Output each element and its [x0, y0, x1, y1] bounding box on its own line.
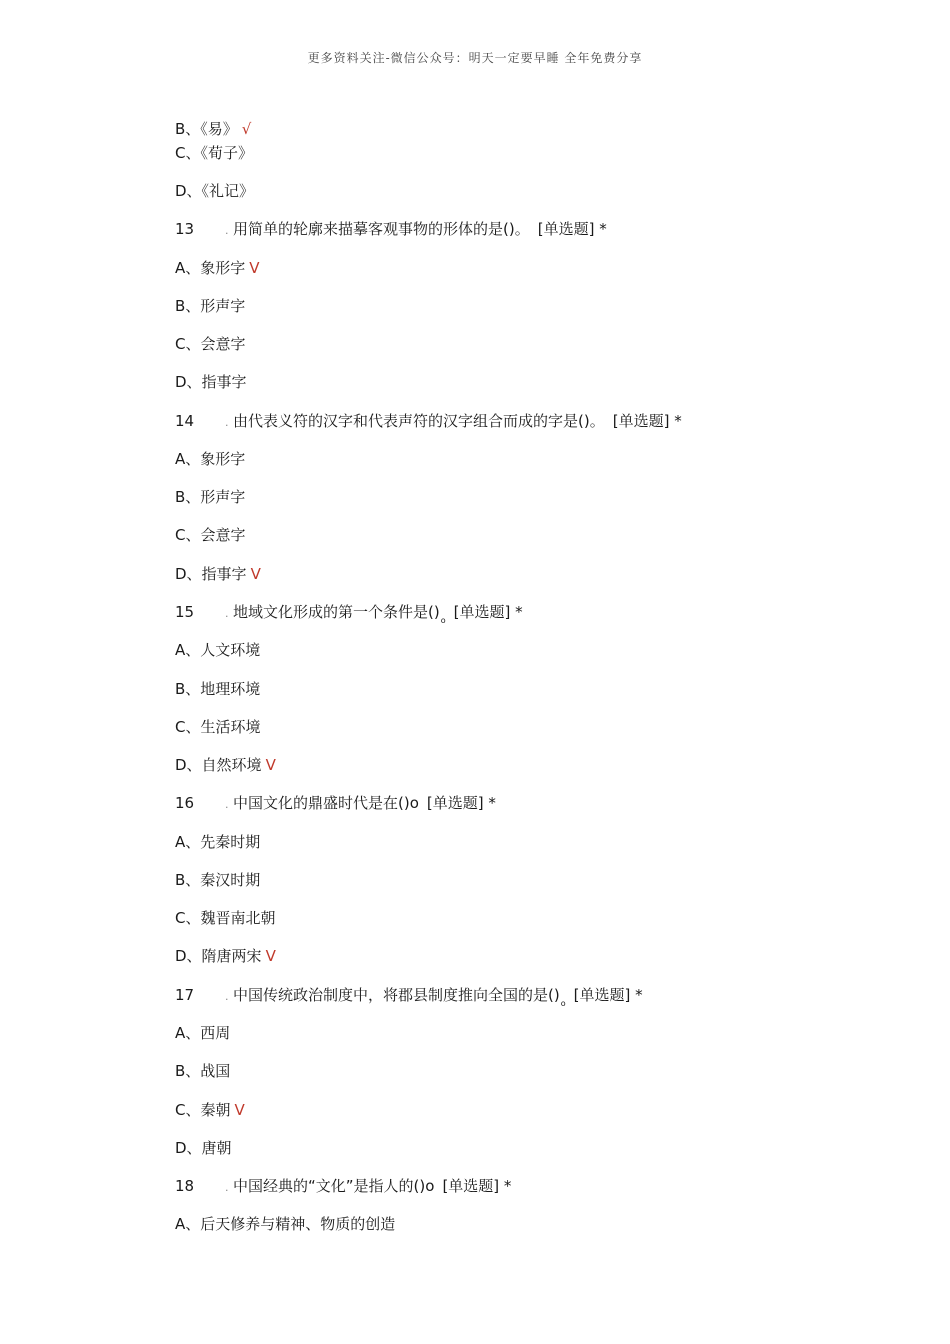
option-label: C、《荀子》 [175, 144, 253, 162]
option-item[interactable] [175, 832, 260, 852]
option-label: A、人文环境 [175, 641, 261, 659]
question-text: 中国文化的鼎盛时代是在()o [233, 794, 419, 812]
question-type-tag: [单选题] * [426, 794, 496, 812]
correct-mark-icon: V [265, 756, 276, 774]
question-dot: . [225, 607, 229, 620]
option-item[interactable] [175, 525, 245, 545]
question-type-tag: [单选题] * [537, 220, 607, 238]
option-item[interactable] [175, 334, 245, 354]
correct-mark-icon: V [250, 565, 261, 583]
option-label: A、象形字 [175, 450, 246, 468]
option-item[interactable] [175, 372, 247, 392]
correct-mark-icon: V [249, 259, 260, 277]
question-dot: . [225, 990, 229, 1003]
question-number: 15 [175, 603, 195, 621]
option-label: A、后天修养与精神、物质的创造 [175, 1215, 396, 1233]
question-subscript: o [440, 616, 446, 625]
option-label: C、秦朝 [175, 1101, 231, 1119]
option-label: A、象形字 [175, 259, 246, 277]
question-text: 地域文化形成的第一个条件是() [233, 603, 440, 621]
option-label: A、西周 [175, 1024, 231, 1042]
correct-mark-icon: √ [241, 120, 252, 138]
option-label: D、指事字 [175, 373, 247, 391]
question-15 [175, 602, 523, 631]
option-item[interactable] [175, 640, 260, 660]
option-item[interactable] [175, 296, 245, 316]
correct-mark-icon: V [265, 947, 276, 965]
question-number: 18 [175, 1177, 195, 1195]
question-dot: . [225, 1181, 229, 1194]
option-item[interactable] [175, 1138, 232, 1158]
question-type-tag: [单选题] * [573, 986, 643, 1004]
question-type-tag: [单选题] * [453, 603, 523, 621]
option-item[interactable] [175, 181, 254, 201]
option-label: A、先秦时期 [175, 833, 261, 851]
option-item[interactable] [175, 449, 245, 469]
option-item[interactable] [175, 755, 276, 775]
option-label: C、会意字 [175, 335, 246, 353]
option-item[interactable] [175, 717, 260, 737]
option-item[interactable] [175, 1061, 230, 1081]
question-18 [175, 1176, 511, 1198]
option-label: C、魏晋南北朝 [175, 909, 276, 927]
question-number: 16 [175, 794, 195, 812]
correct-mark-icon: V [234, 1101, 245, 1119]
option-item[interactable] [175, 679, 260, 699]
option-label: B、形声字 [175, 488, 246, 506]
option-label: D、指事字 [175, 565, 247, 583]
question-subscript: o [560, 999, 566, 1008]
option-label: C、生活环境 [175, 718, 261, 736]
option-item[interactable] [175, 908, 275, 928]
question-dot: . [225, 416, 229, 429]
option-item[interactable] [175, 1100, 245, 1120]
option-label: B、形声字 [175, 297, 246, 315]
page-header: 更多资料关注-微信公众号：明天一定要早睡 全年免费分享 [307, 51, 643, 65]
option-label: D、唐朝 [175, 1139, 232, 1157]
question-dot: . [225, 224, 229, 237]
option-label: B、地理环境 [175, 680, 261, 698]
question-17 [175, 985, 643, 1014]
question-type-tag: [单选题] * [612, 412, 682, 430]
option-label: B、秦汉时期 [175, 871, 261, 889]
question-number: 14 [175, 412, 195, 430]
question-text: 由代表义符的汉字和代表声符的汉字组合而成的字是()。 [233, 412, 605, 430]
option-item[interactable] [175, 258, 260, 278]
option-label: B、战国 [175, 1062, 231, 1080]
question-type-tag: [单选题] * [442, 1177, 512, 1195]
option-item[interactable] [175, 143, 253, 163]
option-label: D、自然环境 [175, 756, 262, 774]
option-label: C、会意字 [175, 526, 246, 544]
question-number: 13 [175, 220, 195, 238]
option-item[interactable] [175, 946, 276, 966]
question-number: 17 [175, 986, 195, 1004]
option-item[interactable] [175, 564, 261, 584]
option-item[interactable] [175, 1214, 395, 1234]
option-label: D、《礼记》 [175, 182, 255, 200]
question-13 [175, 219, 607, 241]
question-text: 用简单的轮廓来描摹客观事物的形体的是()。 [233, 220, 530, 238]
question-text: 中国传统政治制度中，将郡县制度推向全国的是() [233, 986, 560, 1004]
option-item[interactable] [175, 119, 251, 139]
question-dot: . [225, 798, 229, 811]
question-16 [175, 793, 496, 815]
question-14 [175, 411, 682, 433]
option-item[interactable] [175, 870, 260, 890]
option-item[interactable] [175, 487, 245, 507]
option-label: D、隋唐两宋 [175, 947, 262, 965]
option-item[interactable] [175, 1023, 230, 1043]
question-text: 中国经典的“文化”是指人的()o [233, 1177, 435, 1195]
option-label: B、《易》 [175, 120, 238, 138]
